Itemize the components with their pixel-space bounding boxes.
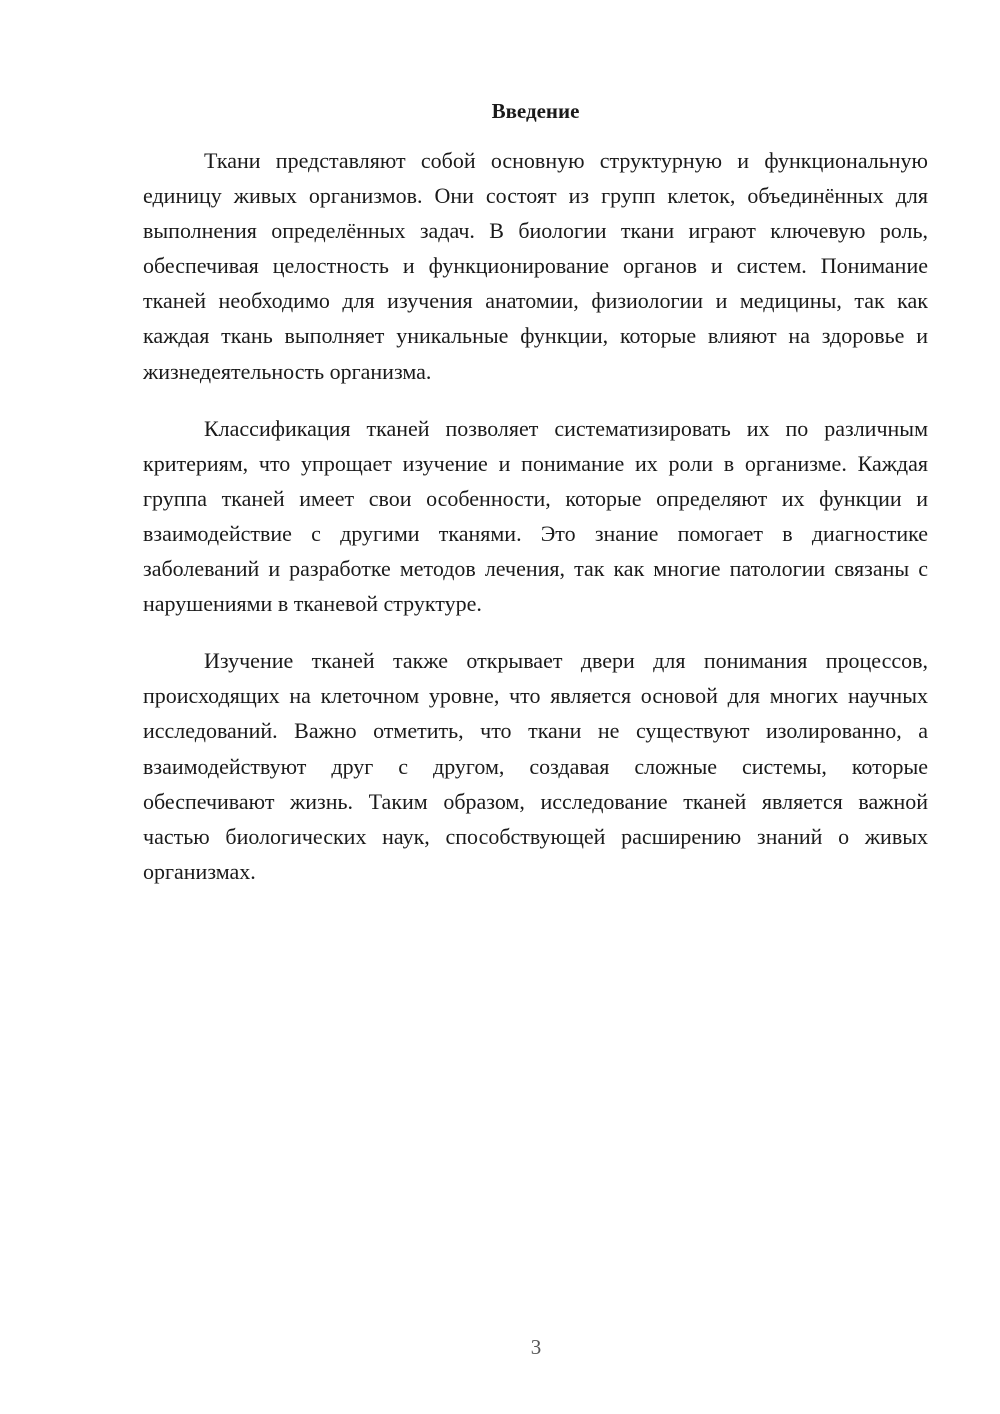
paragraph-1: Ткани представляют собой основную структурную и функциональную единицу живых организмов. Они состоят из групп клеток, объединённых для выполнения определённых задач. В биологии ткани играют ключевую роль, обеспечивая целостность и функционирование органов и систем. Понимание тканей необходимо для изучения анатомии, физиологии и медицины, так как каждая ткань выполняет уникальные функции, которые влияют на здоровье и жизнедеятельность организма. bbox=[143, 148, 928, 384]
page-number: 3 bbox=[530, 1335, 542, 1359]
paragraph-3: Изучение тканей также открывает двери для понимания процессов, происходящих на клеточном уровне, что является основой для многих научных исследований. Важно отметить, что ткани не существуют изолированно, а взаимодействуют друг с другом, создавая сложные системы, которые обеспечивают жизнь. Таким образом, исследование тканей является важной частью биологических наук, способствующей расширению знаний о живых организмах. bbox=[143, 648, 928, 884]
section-heading: Введение bbox=[491, 99, 580, 123]
paragraph-2: Классификация тканей позволяет систематизировать их по различным критериям, что упрощает изучение и понимание их роли в организме. Каждая группа тканей имеет свои особенности, которые определяют их функции и взаимодействие с другими тканями. Это знание помогает в диагностике заболеваний и разработке методов лечения, так как многие патологии связаны с нарушениями в тканевой структуре. bbox=[143, 415, 928, 617]
document-body bbox=[143, 143, 928, 911]
